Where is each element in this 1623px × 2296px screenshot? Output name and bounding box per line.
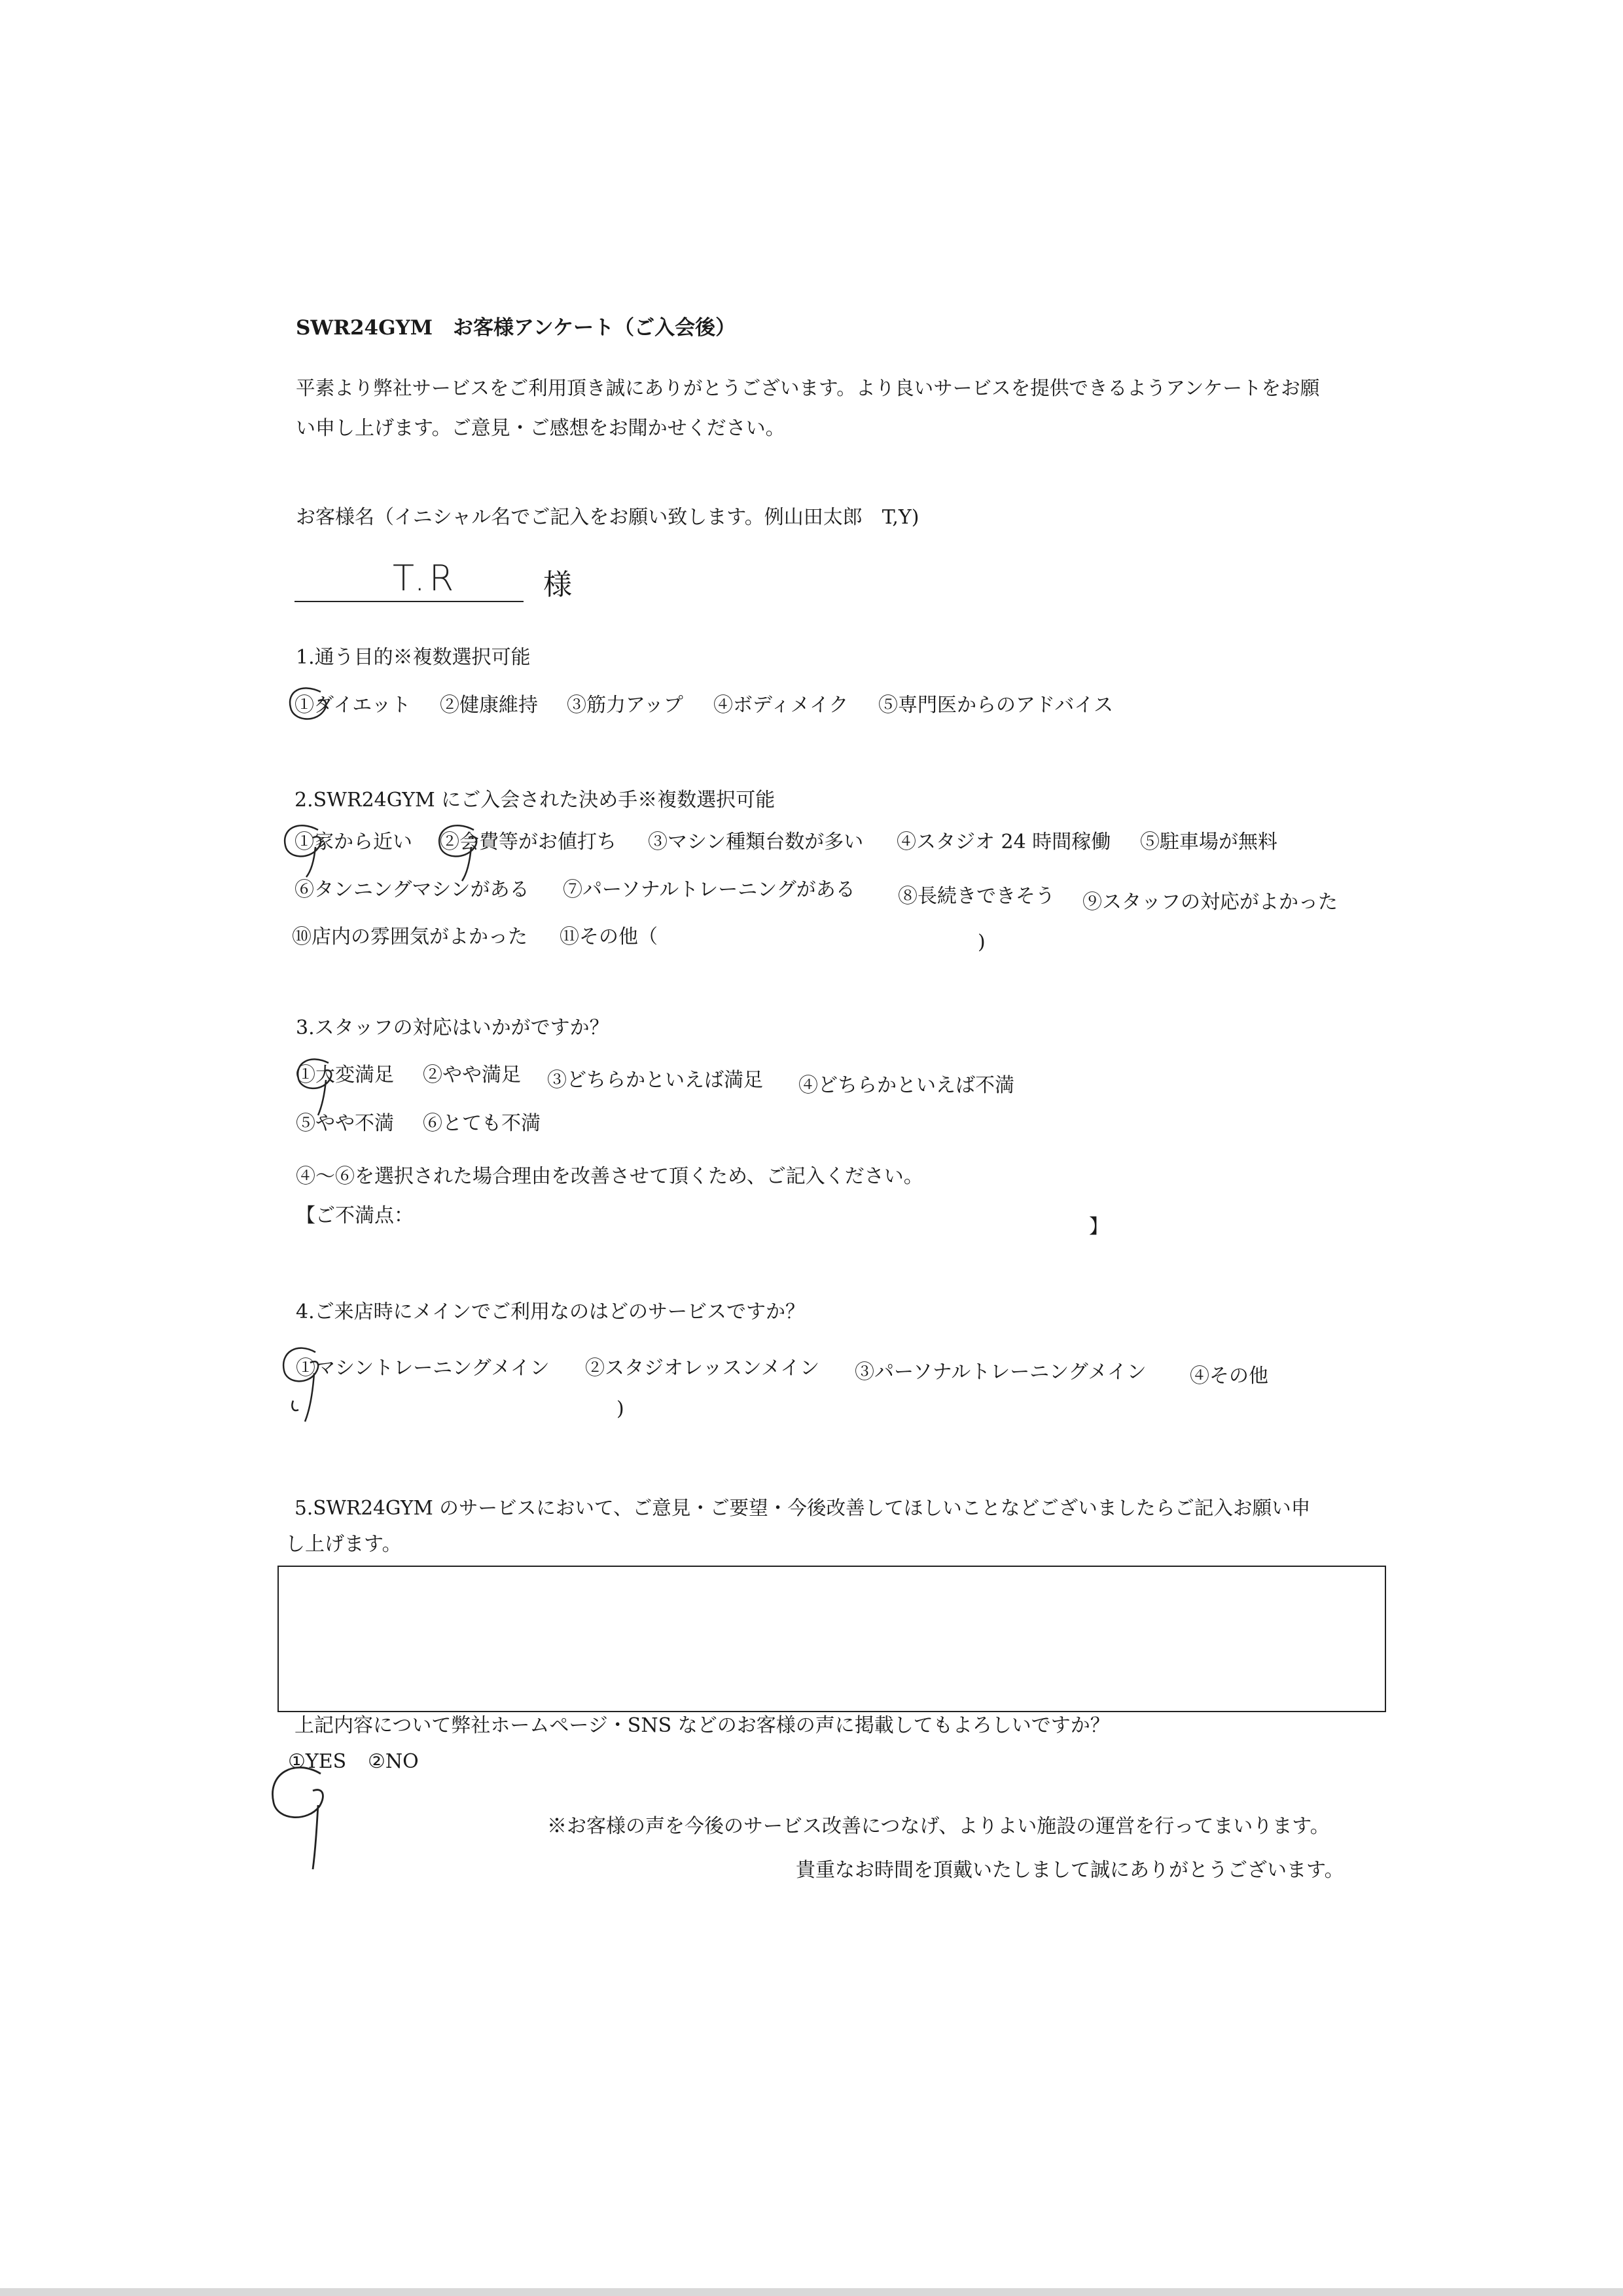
footer-line-1: ※お客様の声を今後のサービス改善につなげ、よりよい施設の運営を行ってまいります。: [547, 1815, 1330, 1838]
q2-option-2[interactable]: ②会費等がお値打ち: [440, 831, 616, 853]
q3-option-3[interactable]: ③どちらかといえば満足: [547, 1069, 763, 1092]
q2-selection-mark-2: [419, 812, 510, 890]
q3-option-5[interactable]: ⑤やや不満: [296, 1112, 394, 1135]
publish-selection-mark: [255, 1750, 360, 1878]
q3-note: ④～⑥を選択された場合理由を改善させて頂くため、ご記入ください。: [296, 1165, 923, 1188]
q3-complaint-label: 【ご不満点：: [296, 1204, 414, 1227]
q4-option-3[interactable]: ③パーソナルトレーニングメイン: [855, 1361, 1147, 1384]
q1-selection-mark: [275, 677, 353, 736]
q2-other-close: ): [978, 931, 986, 954]
q3-complaint-close: 】: [1089, 1215, 1109, 1238]
customer-name-underline: [294, 601, 524, 602]
q2-selection-mark-1: [268, 812, 347, 884]
intro-line-1: 平素より弊社サービスをご利用頂き誠にありがとうございます。より良いサービスを提供できるようアンケートをお願: [296, 377, 1320, 399]
q4-option-2[interactable]: ②スタジオレッスンメイン: [585, 1357, 820, 1380]
q2-option-10[interactable]: ⑩店内の雰囲気がよかった: [292, 925, 527, 948]
q5-question-line-2: し上げます。: [285, 1533, 402, 1556]
q5-answer-box[interactable]: [277, 1566, 1386, 1712]
q1-question: 1.通う目的※複数選択可能: [296, 646, 531, 669]
q3-option-6[interactable]: ⑥とても不満: [423, 1112, 541, 1135]
q1-option-1[interactable]: ①ダイエット: [294, 694, 411, 717]
survey-title: SWR24GYM お客様アンケート（ご入会後）: [296, 316, 736, 340]
q2-option-7[interactable]: ⑦パーソナルトレーニングがある: [563, 878, 855, 901]
q3-option-4[interactable]: ④どちらかといえば不満: [798, 1074, 1014, 1097]
q3-option-1[interactable]: ①大変満足: [296, 1064, 394, 1086]
q2-option-5[interactable]: ⑤駐車場が無料: [1140, 831, 1277, 853]
q2-option-1[interactable]: ①家から近い: [294, 831, 412, 853]
customer-name-label: お客様名（イニシャル名でご記入をお願い致します。例山田太郎 T,Y): [296, 506, 919, 529]
intro-line-2: い申し上げます。ご意見・ご感想をお聞かせください。: [296, 417, 785, 440]
publish-option-yes[interactable]: ①YES: [288, 1750, 347, 1773]
q4-selection-mark: [267, 1335, 346, 1433]
q1-option-3[interactable]: ③筋力アップ: [567, 694, 683, 717]
q4-option-4[interactable]: ④その他: [1190, 1365, 1268, 1388]
q1-option-5[interactable]: ⑤専門医からのアドバイス: [878, 694, 1114, 717]
customer-honorific: 様: [543, 568, 572, 601]
customer-name-handwritten[interactable]: T.R: [393, 558, 458, 599]
q2-option-3[interactable]: ③マシン種類台数が多い: [648, 831, 864, 853]
q3-option-2[interactable]: ②やや満足: [423, 1064, 521, 1086]
q5-question-line-1: 5.SWR24GYM のサービスにおいて、ご意見・ご要望・今後改善してほしいことなどございましたらご記入お願い申: [294, 1497, 1311, 1519]
q2-option-4[interactable]: ④スタジオ 24 時間稼働: [897, 831, 1111, 853]
scan-bottom-edge: [0, 2288, 1623, 2296]
q4-other-close: ): [616, 1397, 624, 1420]
q2-option-11[interactable]: ⑪その他（: [560, 925, 658, 948]
q3-selection-mark: [281, 1047, 353, 1126]
q1-option-2[interactable]: ②健康維持: [440, 694, 538, 717]
publish-option-no[interactable]: ②NO: [368, 1750, 419, 1773]
q2-question: 2.SWR24GYM にご入会された決め手※複数選択可能: [294, 789, 776, 812]
q4-option-1[interactable]: ①マシントレーニングメイン: [296, 1357, 550, 1380]
publish-question: 上記内容について弊社ホームページ・SNS などのお客様の声に掲載してもよろしいですか？: [294, 1714, 1110, 1737]
q2-option-8[interactable]: ⑧長続きできそう: [898, 885, 1055, 908]
q2-option-9[interactable]: ⑨スタッフの対応がよかった: [1082, 891, 1338, 914]
footer-line-2: 貴重なお時間を頂戴いたしまして誠にありがとうございます。: [796, 1859, 1344, 1882]
q1-option-4[interactable]: ④ボディメイク: [713, 694, 849, 717]
q3-question: 3.スタッフの対応はいかがですか？: [296, 1016, 609, 1039]
q4-question: 4.ご来店時にメインでご利用なのはどのサービスですか？: [296, 1300, 806, 1323]
q2-option-6[interactable]: ⑥タンニングマシンがある: [294, 878, 529, 901]
